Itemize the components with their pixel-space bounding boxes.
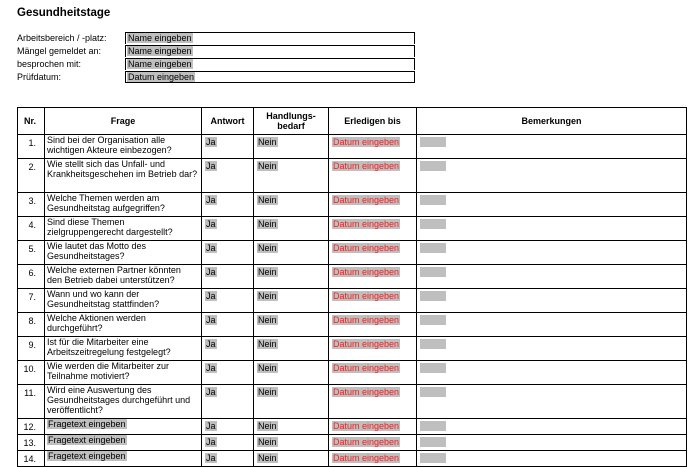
remarks-field[interactable] xyxy=(420,339,446,349)
action-needed-field[interactable]: Nein xyxy=(258,195,277,205)
action-needed-field[interactable]: Nein xyxy=(258,137,277,147)
question-text: Welche Aktionen werden durchgeführt? xyxy=(45,313,202,337)
answer-cell xyxy=(202,451,254,467)
table-row xyxy=(18,241,687,265)
due-date-field[interactable]: Datum eingeben xyxy=(333,267,400,277)
remarks-field[interactable] xyxy=(420,453,446,463)
header-antwort: Antwort xyxy=(202,108,254,135)
answer-field[interactable]: Ja xyxy=(206,267,216,277)
remarks-field[interactable] xyxy=(420,267,446,277)
due-date-field[interactable]: Datum eingeben xyxy=(333,339,400,349)
table-row xyxy=(18,217,687,241)
question-text: Wie lautet das Motto des Gesundheitstages? xyxy=(45,241,202,265)
due-date-field[interactable]: Datum eingeben xyxy=(333,195,400,205)
question-text: Wie stellt sich das Unfall- und Krankheitsgeschehen im Betrieb dar? xyxy=(45,159,202,193)
action-needed-cell xyxy=(254,451,329,467)
due-date-cell xyxy=(329,217,417,241)
remarks-cell xyxy=(417,217,687,241)
answer-cell xyxy=(202,241,254,265)
remarks-field[interactable] xyxy=(420,363,446,373)
header-bemerkungen: Bemerkungen xyxy=(417,108,687,135)
answer-cell xyxy=(202,337,254,361)
meta-form xyxy=(17,31,415,83)
table-row xyxy=(18,435,687,451)
answer-field[interactable]: Ja xyxy=(206,219,216,229)
action-needed-field[interactable]: Nein xyxy=(258,291,277,301)
answer-field[interactable]: Ja xyxy=(206,363,216,373)
due-date-cell xyxy=(329,435,417,451)
table-row xyxy=(18,159,687,193)
table-row xyxy=(18,419,687,435)
answer-cell xyxy=(202,159,254,193)
action-needed-field[interactable]: Nein xyxy=(258,219,277,229)
answer-cell xyxy=(202,265,254,289)
meta-row xyxy=(17,57,415,70)
pruefdatum-field[interactable]: Datum eingeben xyxy=(128,71,195,82)
question-text: Sind bei der Organisation alle wichtigen Akteure einbezogen? xyxy=(45,135,202,159)
meta-field-box[interactable] xyxy=(125,32,415,44)
answer-field[interactable]: Ja xyxy=(206,421,216,431)
remarks-cell xyxy=(417,265,687,289)
remarks-field[interactable] xyxy=(420,387,446,397)
remarks-cell xyxy=(417,451,687,467)
answer-cell xyxy=(202,135,254,159)
remarks-cell xyxy=(417,241,687,265)
due-date-field[interactable]: Datum eingeben xyxy=(333,387,400,397)
row-number: 6. xyxy=(18,265,45,289)
row-number: 9. xyxy=(18,337,45,361)
answer-cell xyxy=(202,419,254,435)
action-needed-cell xyxy=(254,217,329,241)
meta-row xyxy=(17,70,415,83)
question-cell xyxy=(45,451,202,467)
table-header-row xyxy=(18,108,687,135)
meta-row xyxy=(17,44,415,57)
question-field[interactable]: Fragetext eingeben xyxy=(48,435,126,445)
question-text: Welche Themen werden am Gesundheitstag aufgegriffen? xyxy=(45,193,202,217)
question-text: Sind diese Themen zielgruppengerecht dargestellt? xyxy=(45,217,202,241)
row-number: 12. xyxy=(18,419,45,435)
question-cell xyxy=(45,419,202,435)
due-date-cell xyxy=(329,159,417,193)
due-date-field[interactable]: Datum eingeben xyxy=(333,291,400,301)
row-number: 13. xyxy=(18,435,45,451)
answer-field[interactable]: Ja xyxy=(206,243,216,253)
due-date-field[interactable]: Datum eingeben xyxy=(333,161,400,171)
remarks-cell xyxy=(417,419,687,435)
action-needed-cell xyxy=(254,435,329,451)
action-needed-cell xyxy=(254,135,329,159)
action-needed-cell xyxy=(254,419,329,435)
action-needed-cell xyxy=(254,385,329,419)
table-row xyxy=(18,289,687,313)
due-date-field[interactable]: Datum eingeben xyxy=(333,315,400,325)
answer-cell xyxy=(202,385,254,419)
question-field[interactable]: Fragetext eingeben xyxy=(48,419,126,429)
remarks-cell xyxy=(417,337,687,361)
action-needed-cell xyxy=(254,337,329,361)
question-field[interactable]: Fragetext eingeben xyxy=(48,451,126,461)
action-needed-field[interactable]: Nein xyxy=(258,421,277,431)
meta-field-box[interactable] xyxy=(125,45,415,57)
due-date-field[interactable]: Datum eingeben xyxy=(333,363,400,373)
table-row xyxy=(18,385,687,419)
answer-cell xyxy=(202,193,254,217)
action-needed-cell xyxy=(254,265,329,289)
answer-field[interactable]: Ja xyxy=(206,453,216,463)
remarks-cell xyxy=(417,289,687,313)
due-date-field[interactable]: Datum eingeben xyxy=(333,137,400,147)
remarks-field[interactable] xyxy=(420,421,446,431)
question-text: Ist für die Mitarbeiter eine Arbeitszeitregelung festgelegt? xyxy=(45,337,202,361)
answer-cell xyxy=(202,313,254,337)
remarks-cell xyxy=(417,135,687,159)
due-date-field[interactable]: Datum eingeben xyxy=(333,437,400,447)
remarks-field[interactable] xyxy=(420,219,446,229)
arbeitsbereich-field[interactable]: Name eingeben xyxy=(128,33,192,43)
answer-cell xyxy=(202,361,254,385)
remarks-cell xyxy=(417,361,687,385)
meta-label-arbeitsbereich: Arbeitsbereich / -platz: xyxy=(17,32,107,43)
due-date-cell xyxy=(329,265,417,289)
remarks-field[interactable] xyxy=(420,437,446,447)
answer-field[interactable]: Ja xyxy=(206,161,216,171)
action-needed-field[interactable]: Nein xyxy=(258,315,277,325)
answer-field[interactable]: Ja xyxy=(206,291,216,301)
remarks-field[interactable] xyxy=(420,315,446,325)
due-date-cell xyxy=(329,135,417,159)
due-date-cell xyxy=(329,193,417,217)
table-row xyxy=(18,451,687,467)
action-needed-field[interactable]: Nein xyxy=(258,387,277,397)
header-frage: Frage xyxy=(45,108,202,135)
due-date-cell xyxy=(329,241,417,265)
row-number: 11. xyxy=(18,385,45,419)
due-date-field[interactable]: Datum eingeben xyxy=(333,219,400,229)
row-number: 3. xyxy=(18,193,45,217)
remarks-field[interactable] xyxy=(420,137,446,147)
remarks-field[interactable] xyxy=(420,195,446,205)
checklist-table xyxy=(17,107,687,467)
question-cell xyxy=(45,435,202,451)
row-number: 1. xyxy=(18,135,45,159)
answer-field[interactable]: Ja xyxy=(206,137,216,147)
answer-cell xyxy=(202,217,254,241)
action-needed-field[interactable]: Nein xyxy=(258,363,277,373)
question-text: Wird eine Auswertung des Gesundheitstages durchgeführt und veröffentlicht? xyxy=(45,385,202,419)
table-row xyxy=(18,313,687,337)
due-date-field[interactable]: Datum eingeben xyxy=(333,421,400,431)
answer-field[interactable]: Ja xyxy=(206,437,216,447)
answer-field[interactable]: Ja xyxy=(206,195,216,205)
table-row xyxy=(18,193,687,217)
header-erledigen-bis: Erledigen bis xyxy=(329,108,417,135)
meta-field-box[interactable] xyxy=(125,71,415,83)
table-row xyxy=(18,337,687,361)
action-needed-field[interactable]: Nein xyxy=(258,243,277,253)
action-needed-field[interactable]: Nein xyxy=(258,437,277,447)
remarks-cell xyxy=(417,313,687,337)
action-needed-field[interactable]: Nein xyxy=(258,339,277,349)
row-number: 8. xyxy=(18,313,45,337)
meta-label-pruefdatum: Prüfdatum: xyxy=(17,71,62,82)
row-number: 10. xyxy=(18,361,45,385)
answer-field[interactable]: Ja xyxy=(206,339,216,349)
action-needed-cell xyxy=(254,159,329,193)
meta-label-besprochen: besprochen mit: xyxy=(17,58,82,69)
remarks-field[interactable] xyxy=(420,243,446,253)
remarks-field[interactable] xyxy=(420,161,446,171)
action-needed-cell xyxy=(254,361,329,385)
table-row xyxy=(18,361,687,385)
meta-row xyxy=(17,31,415,44)
page-title: Gesundheitstage xyxy=(17,7,111,19)
action-needed-field[interactable]: Nein xyxy=(258,267,277,277)
maengel-gemeldet-field[interactable]: Name eingeben xyxy=(128,46,192,56)
header-nr: Nr. xyxy=(18,108,45,135)
action-needed-cell xyxy=(254,193,329,217)
due-date-cell xyxy=(329,289,417,313)
due-date-field[interactable]: Datum eingeben xyxy=(333,453,400,463)
due-date-cell xyxy=(329,419,417,435)
remarks-field[interactable] xyxy=(420,291,446,301)
meta-label-maengel: Mängel gemeldet an: xyxy=(17,45,102,56)
answer-field[interactable]: Ja xyxy=(206,315,216,325)
row-number: 5. xyxy=(18,241,45,265)
action-needed-field[interactable]: Nein xyxy=(258,161,277,171)
question-text: Wann und wo kann der Gesundheitstag stattfinden? xyxy=(45,289,202,313)
table-row xyxy=(18,135,687,159)
remarks-cell xyxy=(417,193,687,217)
due-date-cell xyxy=(329,385,417,419)
header-handlungsbedarf: Handlungs- bedarf xyxy=(254,108,329,135)
remarks-cell xyxy=(417,385,687,419)
due-date-field[interactable]: Datum eingeben xyxy=(333,243,400,253)
meta-field-box[interactable] xyxy=(125,58,415,70)
action-needed-cell xyxy=(254,289,329,313)
row-number: 4. xyxy=(18,217,45,241)
question-text: Wie werden die Mitarbeiter zur Teilnahme motiviert? xyxy=(45,361,202,385)
row-number: 14. xyxy=(18,451,45,467)
due-date-cell xyxy=(329,313,417,337)
answer-cell xyxy=(202,435,254,451)
remarks-cell xyxy=(417,435,687,451)
question-text: Welche externen Partner könnten den Betrieb dabei unterstützen? xyxy=(45,265,202,289)
answer-field[interactable]: Ja xyxy=(206,387,216,397)
action-needed-cell xyxy=(254,241,329,265)
row-number: 7. xyxy=(18,289,45,313)
due-date-cell xyxy=(329,337,417,361)
due-date-cell xyxy=(329,451,417,467)
table-row xyxy=(18,265,687,289)
row-number: 2. xyxy=(18,159,45,193)
action-needed-field[interactable]: Nein xyxy=(258,453,277,463)
answer-cell xyxy=(202,289,254,313)
remarks-cell xyxy=(417,159,687,193)
due-date-cell xyxy=(329,361,417,385)
besprochen-mit-field[interactable]: Name eingeben xyxy=(128,59,192,69)
action-needed-cell xyxy=(254,313,329,337)
